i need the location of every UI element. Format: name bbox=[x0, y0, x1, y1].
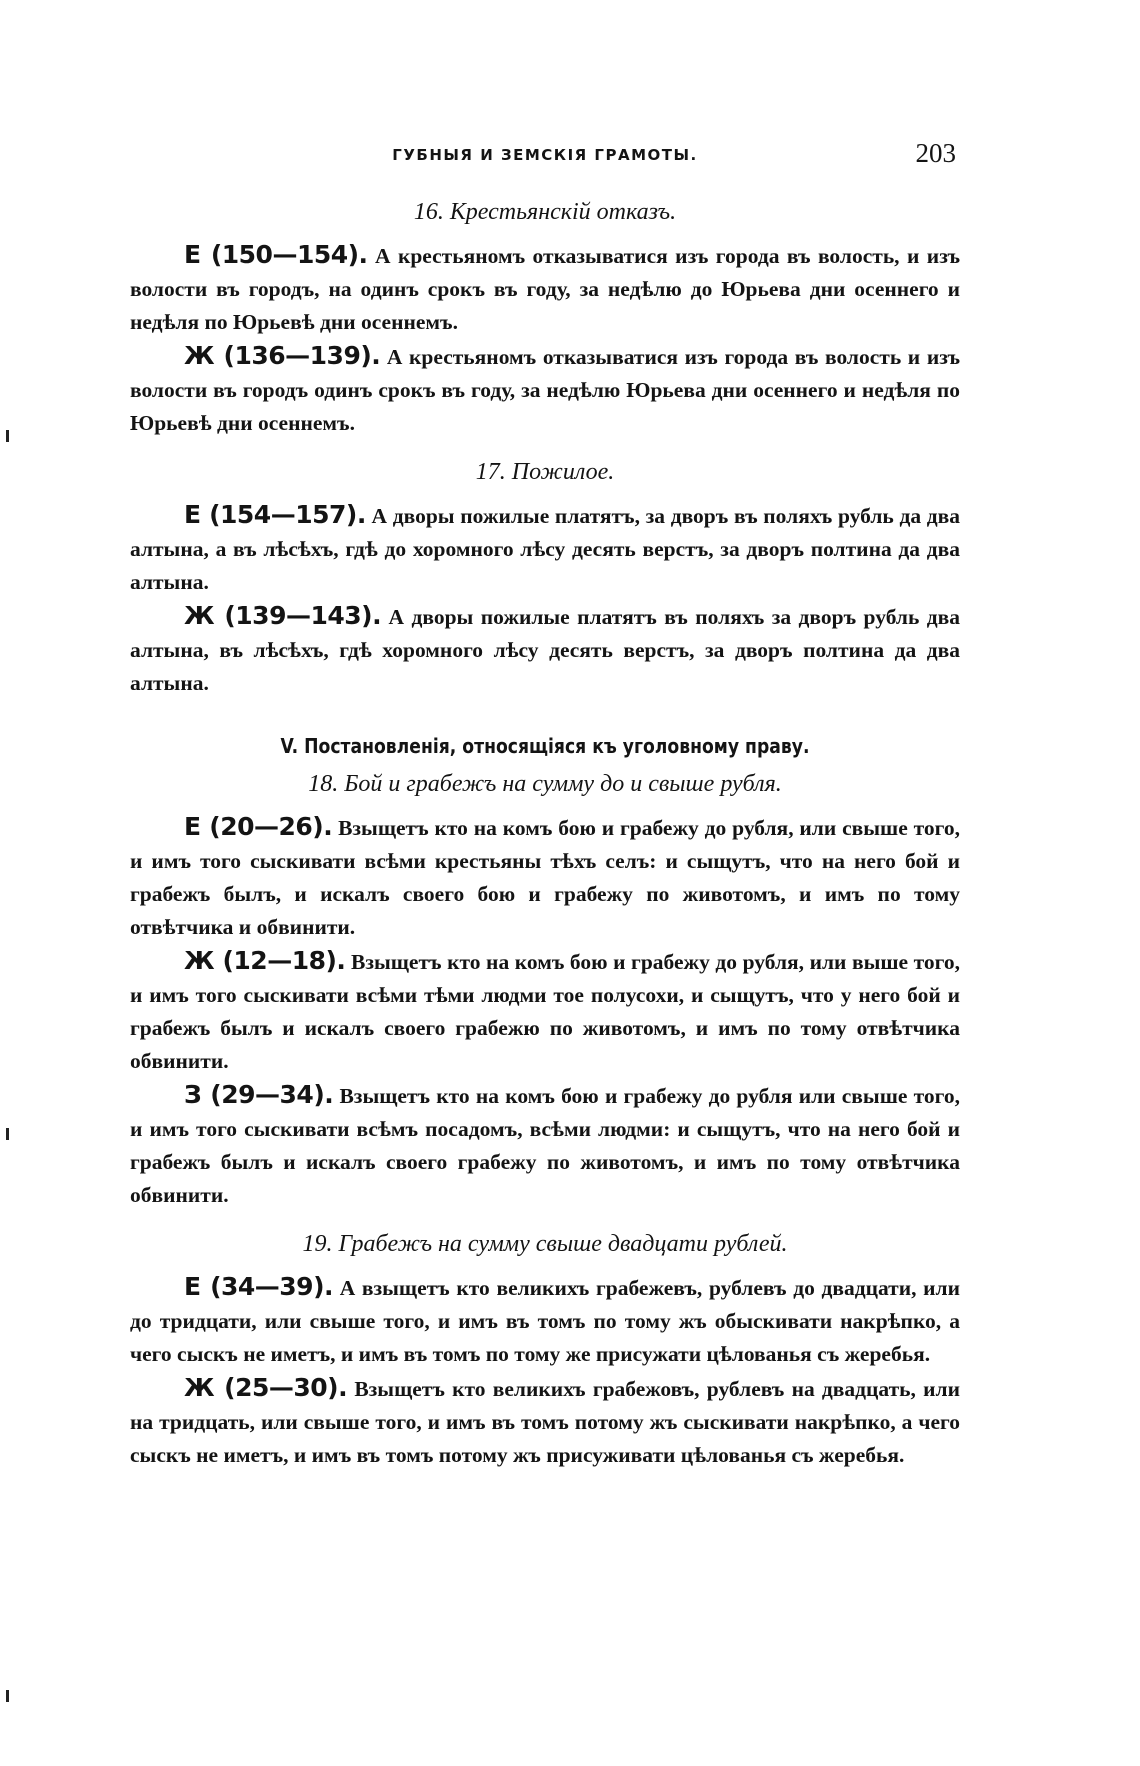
paragraph-18-e bbox=[130, 810, 960, 944]
paragraph-text: А крестьяномъ отказыватися изъ города въ волость, и изъ волости въ городъ, на одинъ срокъ въ году, за недѣлю до Юрьева дни осеннего и недѣля по Юрьевѣ дни осеннемъ. bbox=[130, 244, 961, 334]
paragraph-text: А крестьяномъ отказыватися изъ города въ волость и изъ волости въ городъ одинъ срокъ въ году, за недѣлю Юрьева дни осеннего и недѣля по Юрьевѣ дни осеннемъ. bbox=[130, 345, 961, 435]
paragraph-19-zh bbox=[130, 1371, 960, 1472]
page-content bbox=[130, 196, 960, 1472]
paragraph-siglum: Е (34—39). bbox=[184, 1272, 334, 1301]
paragraph-18-zh bbox=[130, 944, 960, 1078]
paragraph-text: Взыщетъ кто на комъ бою и грабежу до рубля или свыше того, и имъ того сыскивати всѣмъ посадомъ, всѣми людми: и сыщутъ, что на него бой и грабежъ былъ и искалъ своего грабежу по животомъ, и имъ по тому отвѣтчика обвинити. bbox=[130, 1084, 960, 1207]
paragraph-siglum: Ж (139—143). bbox=[184, 601, 382, 630]
section-title-18: 18. Бой и грабежъ на сумму до и свыше рубля. bbox=[308, 771, 782, 797]
paragraph-siglum: З (29—34). bbox=[184, 1080, 334, 1109]
paragraph-siglum: Е (154—157). bbox=[184, 500, 366, 529]
part-title-v: V. Постановленія, относящіяся къ уголовному праву. bbox=[280, 734, 810, 758]
running-title: ГУБНЫЯ И ЗЕМСКІЯ ГРАМОТЫ. bbox=[392, 146, 698, 164]
page-header bbox=[130, 138, 960, 178]
paragraph-siglum: Ж (136—139). bbox=[184, 341, 381, 370]
paragraph-16-zh bbox=[130, 339, 960, 440]
paragraph-18-z bbox=[130, 1078, 960, 1212]
paragraph-siglum: Е (20—26). bbox=[184, 812, 333, 841]
margin-mark-3 bbox=[6, 1690, 9, 1702]
paragraph-17-zh bbox=[130, 599, 960, 700]
paragraph-siglum: Ж (12—18). bbox=[184, 946, 346, 975]
paragraph-siglum: Ж (25—30). bbox=[184, 1373, 348, 1402]
section-title-16: 16. Крестьянскій отказъ. bbox=[413, 199, 677, 225]
section-title-17: 17. Пожилое. bbox=[475, 459, 615, 485]
margin-mark-2 bbox=[6, 1128, 9, 1140]
paragraph-text: Взыщетъ кто на комъ бою и грабежу до рубля, или свыше того, и имъ того сыскивати всѣми крестьяны тѣхъ селъ: и сыщутъ, что на него бой и грабежъ былъ, и искалъ своего бою и грабежу по животомъ, и имъ по тому отвѣтчика и обвинити. bbox=[130, 816, 960, 939]
paragraph-text: А дворы пожилые платятъ, за дворъ въ поляхъ рубль да два алтына, а въ лѣсѣхъ, гдѣ до хоромного лѣсу десять верстъ, за дворъ полтина да два алтына. bbox=[130, 504, 961, 594]
section-title-19: 19. Грабежъ на сумму свыше двадцати рублей. bbox=[302, 1231, 788, 1257]
paragraph-text: А взыщетъ кто великихъ грабежевъ, рублевъ до двадцати, или до тридцати, или свыше того, и имъ въ томъ по тому жъ обыскивати накрѣпко, а чего сыскъ не иметъ, и имъ въ томъ по тому же присужати цѣлованья съ жеребья. bbox=[130, 1276, 961, 1366]
paragraph-19-e bbox=[130, 1270, 960, 1371]
paragraph-siglum: Е (150—154). bbox=[184, 240, 368, 269]
paragraph-17-e bbox=[130, 498, 960, 599]
paragraph-text: А дворы пожилые платятъ въ поляхъ за дворъ рубль два алтына, въ лѣсѣхъ, гдѣ хоромного лѣсу десять верстъ, за дворъ полтина да два алтына. bbox=[130, 605, 961, 695]
page-number: 203 bbox=[915, 138, 956, 168]
margin-mark-1 bbox=[6, 430, 9, 442]
paragraph-text: Взыщетъ кто великихъ грабежовъ, рублевъ на двадцать, или на тридцать, или свыше того, и имъ въ томъ потому жъ сыскивати накрѣпко, а чего сыскъ не иметъ, и имъ въ томъ потому жъ присуживати цѣлованья съ жеребья. bbox=[130, 1377, 960, 1467]
paragraph-16-e bbox=[130, 238, 960, 339]
paragraph-text: Взыщетъ кто на комъ бою и грабежу до рубля, или выше того, и имъ того сыскивати всѣми тѣми людми тое полусохи, и сыщутъ, что у него бой и грабежъ былъ и искалъ своего грабежю по животомъ, и имъ по тому отвѣтчика обвинити. bbox=[130, 950, 960, 1073]
